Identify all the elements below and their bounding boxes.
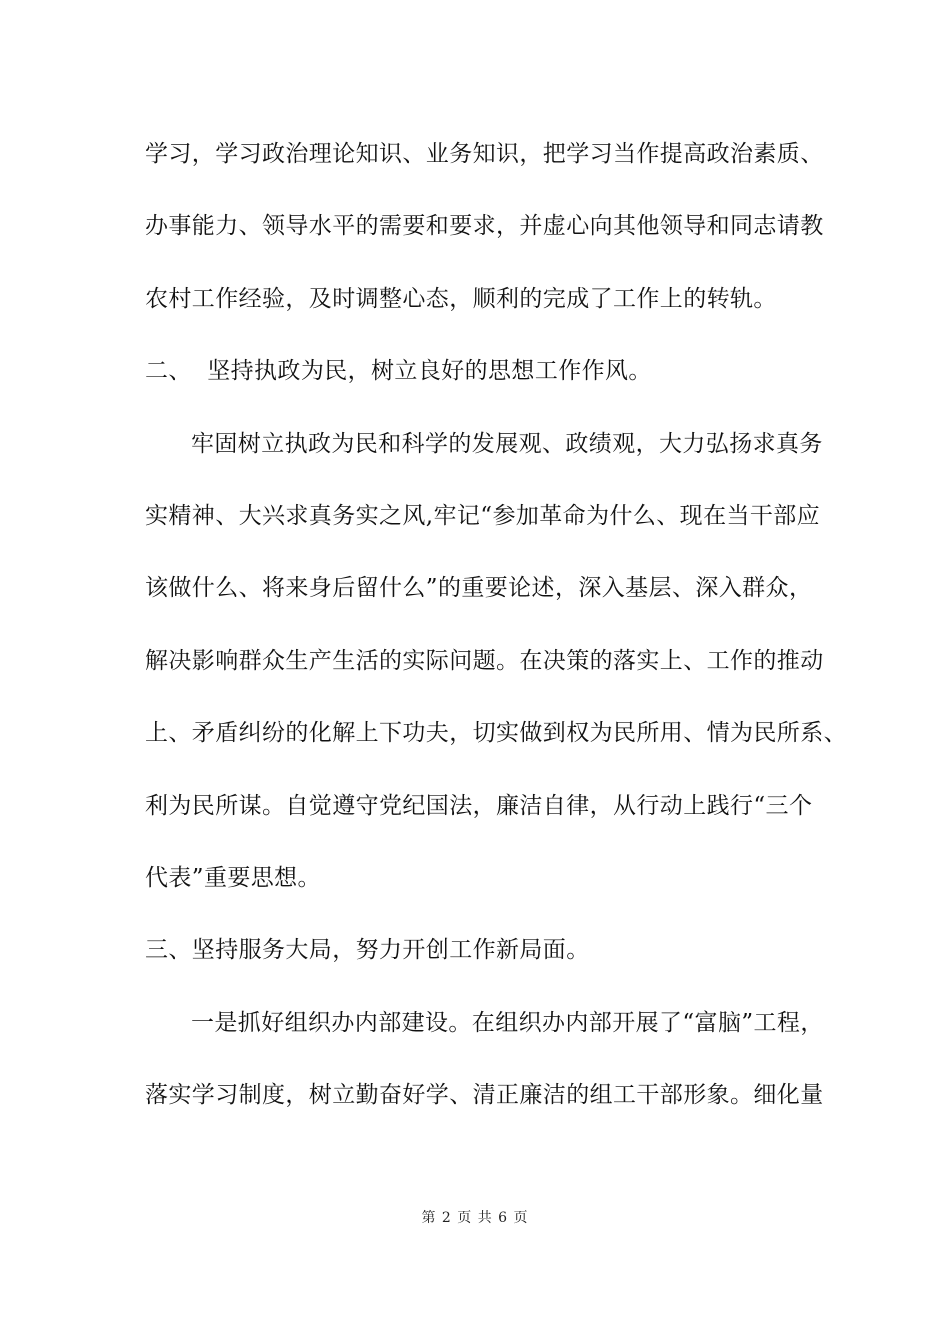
text-line: 落实学习制度，树立勤奋好学、清正廉洁的组工干部形象。细化量 <box>145 1082 824 1108</box>
section-heading: 三、坚持服务大局，努力开创工作新局面。 <box>145 937 590 963</box>
text-line: 农村工作经验，及时调整心态，顺利的完成了工作上的转轨。 <box>145 286 777 312</box>
text-line: 上、矛盾纠纷的化解上下功夫，切实做到权为民所用、情为民所系、 <box>145 720 847 746</box>
section-heading: 二、 坚持执政为民，树立良好的思想工作作风。 <box>145 358 652 384</box>
text-line: 牢固树立执政为民和科学的发展观、政绩观，大力弘扬求真务 <box>191 431 823 457</box>
text-line: 办事能力、领导水平的需要和要求，并虚心向其他领导和同志请教 <box>145 213 824 239</box>
text-line: 代表”重要思想。 <box>145 865 321 891</box>
text-line: 学习，学习政治理论知识、业务知识，把学习当作提高政治素质、 <box>145 141 824 167</box>
text-line: 实精神、大兴求真务实之风,牢记“参加革命为什么、现在当干部应 <box>145 503 821 529</box>
text-line: 该做什么、将来身后留什么”的重要论述，深入基层、深入群众， <box>145 575 813 601</box>
text-line: 一是抓好组织办内部建设。在组织办内部开展了“富脑”工程， <box>191 1010 824 1036</box>
page-number: 第 2 页 共 6 页 <box>421 1210 529 1226</box>
text-line: 利为民所谋。自觉遵守党纪国法，廉洁自律，从行动上践行“三个 <box>145 793 813 819</box>
text-line: 解决影响群众生产生活的实际问题。在决策的落实上、工作的推动 <box>145 648 824 674</box>
